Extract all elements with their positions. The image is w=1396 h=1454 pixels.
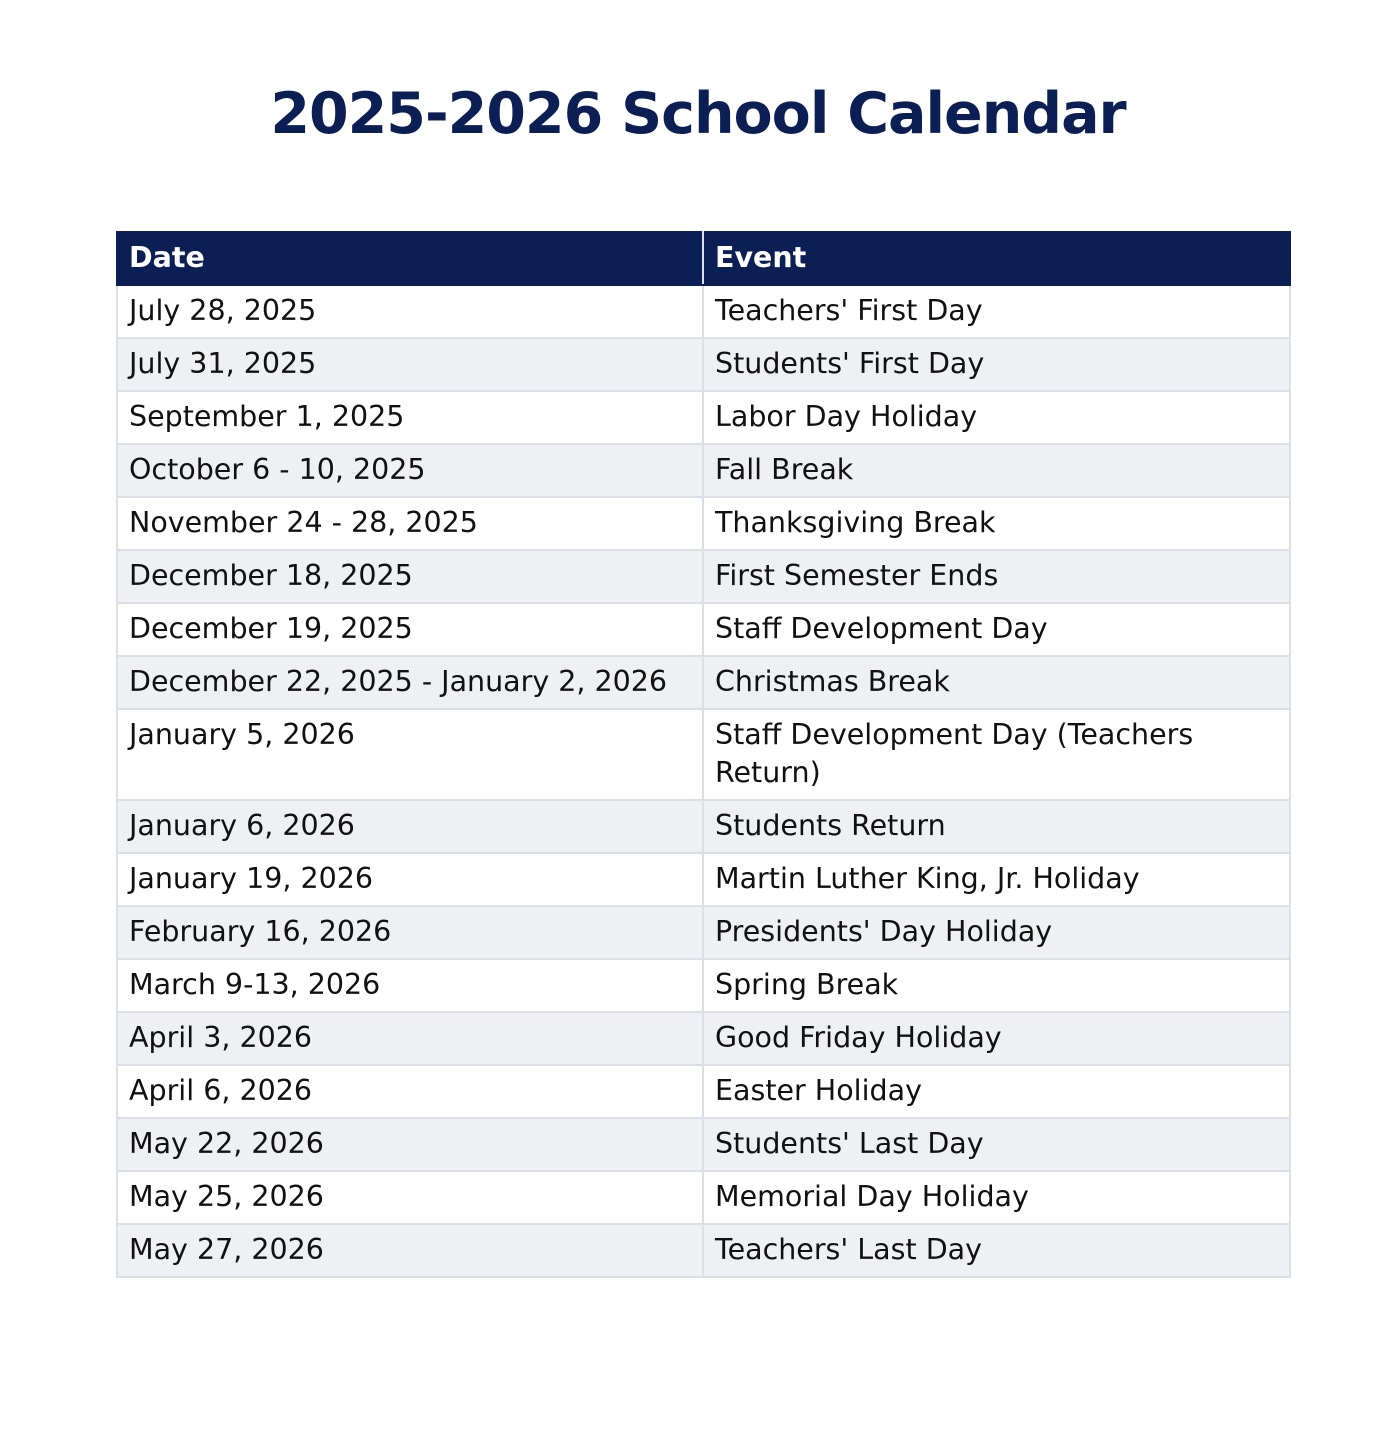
page-title: 2025-2026 School Calendar (270, 81, 1126, 147)
date-cell: March 9-13, 2026 (117, 959, 703, 1012)
table-row (117, 338, 1290, 391)
date-cell: April 3, 2026 (117, 1012, 703, 1065)
event-cell: Fall Break (703, 444, 1290, 497)
header-event: Event (703, 232, 1290, 285)
date-cell: October 6 - 10, 2025 (117, 444, 703, 497)
calendar-table (116, 231, 1291, 1278)
table-row (117, 391, 1290, 444)
event-cell: Easter Holiday (703, 1065, 1290, 1118)
date-cell: July 31, 2025 (117, 338, 703, 391)
table-row (117, 656, 1290, 709)
table-row (117, 1171, 1290, 1224)
table-row (117, 709, 1290, 800)
table-row (117, 1065, 1290, 1118)
table-row (117, 906, 1290, 959)
date-cell: December 19, 2025 (117, 603, 703, 656)
event-cell: Staff Development Day (Teachers Return) (703, 709, 1290, 800)
table-body (117, 285, 1290, 1277)
event-cell: Labor Day Holiday (703, 391, 1290, 444)
event-cell: Good Friday Holiday (703, 1012, 1290, 1065)
event-cell: Christmas Break (703, 656, 1290, 709)
table-header (117, 232, 1290, 285)
date-cell: November 24 - 28, 2025 (117, 497, 703, 550)
date-cell: September 1, 2025 (117, 391, 703, 444)
event-cell: Students Return (703, 800, 1290, 853)
table-row (117, 800, 1290, 853)
event-cell: Spring Break (703, 959, 1290, 1012)
date-cell: December 18, 2025 (117, 550, 703, 603)
event-cell: Students' First Day (703, 338, 1290, 391)
event-cell: Presidents' Day Holiday (703, 906, 1290, 959)
table-row (117, 550, 1290, 603)
table-row (117, 497, 1290, 550)
table-row (117, 1118, 1290, 1171)
date-cell: January 5, 2026 (117, 709, 703, 800)
event-cell: First Semester Ends (703, 550, 1290, 603)
date-cell: April 6, 2026 (117, 1065, 703, 1118)
table-row (117, 1224, 1290, 1277)
table-row (117, 285, 1290, 338)
event-cell: Memorial Day Holiday (703, 1171, 1290, 1224)
date-cell: May 22, 2026 (117, 1118, 703, 1171)
table-row (117, 1012, 1290, 1065)
header-row (117, 232, 1290, 285)
date-cell: May 27, 2026 (117, 1224, 703, 1277)
date-cell: February 16, 2026 (117, 906, 703, 959)
date-cell: December 22, 2025 - January 2, 2026 (117, 656, 703, 709)
table-row (117, 853, 1290, 906)
date-cell: July 28, 2025 (117, 285, 703, 338)
header-date: Date (117, 232, 703, 285)
date-cell: January 6, 2026 (117, 800, 703, 853)
table-row (117, 444, 1290, 497)
event-cell: Thanksgiving Break (703, 497, 1290, 550)
event-cell: Teachers' First Day (703, 285, 1290, 338)
event-cell: Martin Luther King, Jr. Holiday (703, 853, 1290, 906)
event-cell: Staff Development Day (703, 603, 1290, 656)
event-cell: Students' Last Day (703, 1118, 1290, 1171)
event-cell: Teachers' Last Day (703, 1224, 1290, 1277)
table-row (117, 959, 1290, 1012)
table-row (117, 603, 1290, 656)
date-cell: January 19, 2026 (117, 853, 703, 906)
date-cell: May 25, 2026 (117, 1171, 703, 1224)
